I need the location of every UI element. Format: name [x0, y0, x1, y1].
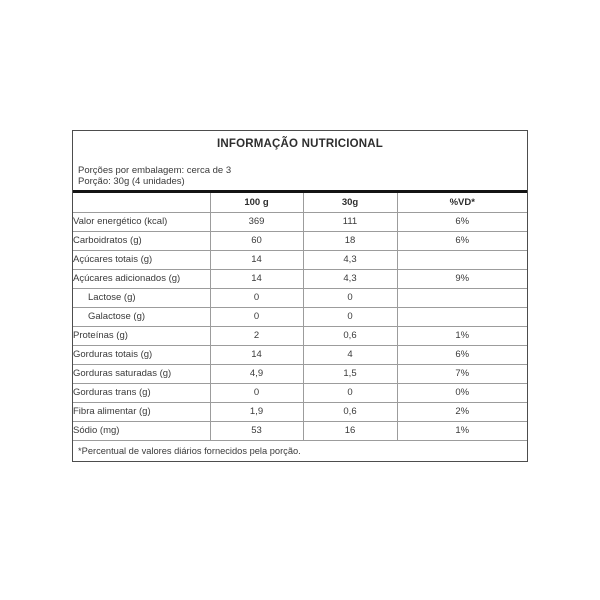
table-header-row [73, 193, 527, 212]
value-vd: 9% [397, 269, 527, 288]
row-label: Proteínas (g) [73, 326, 210, 345]
row-label: Gorduras totais (g) [73, 345, 210, 364]
row-label: Açúcares totais (g) [73, 250, 210, 269]
value-30g: 1,5 [303, 364, 397, 383]
column-header-30g: 30g [303, 193, 397, 212]
value-vd [397, 250, 527, 269]
nutrition-facts-panel [72, 130, 528, 462]
value-30g: 0 [303, 383, 397, 402]
value-100g: 1,9 [210, 402, 303, 421]
value-30g: 16 [303, 421, 397, 440]
row-label: Valor energético (kcal) [73, 212, 210, 231]
table-body [73, 212, 527, 440]
value-vd [397, 288, 527, 307]
table-row [73, 326, 527, 345]
table-row [73, 345, 527, 364]
servings-per-package: Porções por embalagem: cerca de 3 [78, 165, 232, 176]
table-row [73, 250, 527, 269]
value-100g: 53 [210, 421, 303, 440]
value-vd: 6% [397, 212, 527, 231]
column-header-nutrient [73, 193, 210, 212]
column-header-100g: 100 g [210, 193, 303, 212]
row-label: Açúcares adicionados (g) [73, 269, 210, 288]
value-100g: 4,9 [210, 364, 303, 383]
table-row [73, 212, 527, 231]
row-label: Carboidratos (g) [73, 231, 210, 250]
value-vd: 0% [397, 383, 527, 402]
value-vd: 6% [397, 231, 527, 250]
value-30g: 4 [303, 345, 397, 364]
serving-info [78, 166, 527, 187]
table-row [73, 231, 527, 250]
value-vd: 6% [397, 345, 527, 364]
row-label: Fibra alimentar (g) [73, 402, 210, 421]
row-label: Sódio (mg) [73, 421, 210, 440]
footnote: *Percentual de valores diários fornecidos pela porção. [78, 445, 301, 456]
value-100g: 14 [210, 345, 303, 364]
value-100g: 2 [210, 326, 303, 345]
value-vd: 1% [397, 421, 527, 440]
table-row [73, 307, 527, 326]
value-100g: 0 [210, 383, 303, 402]
value-100g: 60 [210, 231, 303, 250]
row-label: Galactose (g) [73, 307, 210, 326]
table-row [73, 402, 527, 421]
value-100g: 0 [210, 307, 303, 326]
value-vd [397, 307, 527, 326]
nutrition-title: INFORMAÇÃO NUTRICIONAL [216, 138, 384, 150]
value-100g: 14 [210, 269, 303, 288]
row-label: Gorduras trans (g) [73, 383, 210, 402]
value-30g: 18 [303, 231, 397, 250]
serving-size: Porção: 30g (4 unidades) [78, 175, 185, 187]
value-vd: 7% [397, 364, 527, 383]
value-100g: 369 [210, 212, 303, 231]
value-30g: 4,3 [303, 269, 397, 288]
value-100g: 14 [210, 250, 303, 269]
value-vd: 2% [397, 402, 527, 421]
table-row [73, 288, 527, 307]
table-row [73, 421, 527, 440]
value-30g: 0,6 [303, 402, 397, 421]
value-30g: 0 [303, 288, 397, 307]
value-100g: 0 [210, 288, 303, 307]
column-header-vd: %VD* [397, 193, 527, 212]
table-row [73, 364, 527, 383]
row-label: Lactose (g) [73, 288, 210, 307]
value-30g: 0,6 [303, 326, 397, 345]
table-row [73, 383, 527, 402]
nutrition-table [73, 193, 527, 441]
row-label: Gorduras saturadas (g) [73, 364, 210, 383]
table-row [73, 269, 527, 288]
value-30g: 111 [303, 212, 397, 231]
value-30g: 4,3 [303, 250, 397, 269]
value-30g: 0 [303, 307, 397, 326]
value-vd: 1% [397, 326, 527, 345]
